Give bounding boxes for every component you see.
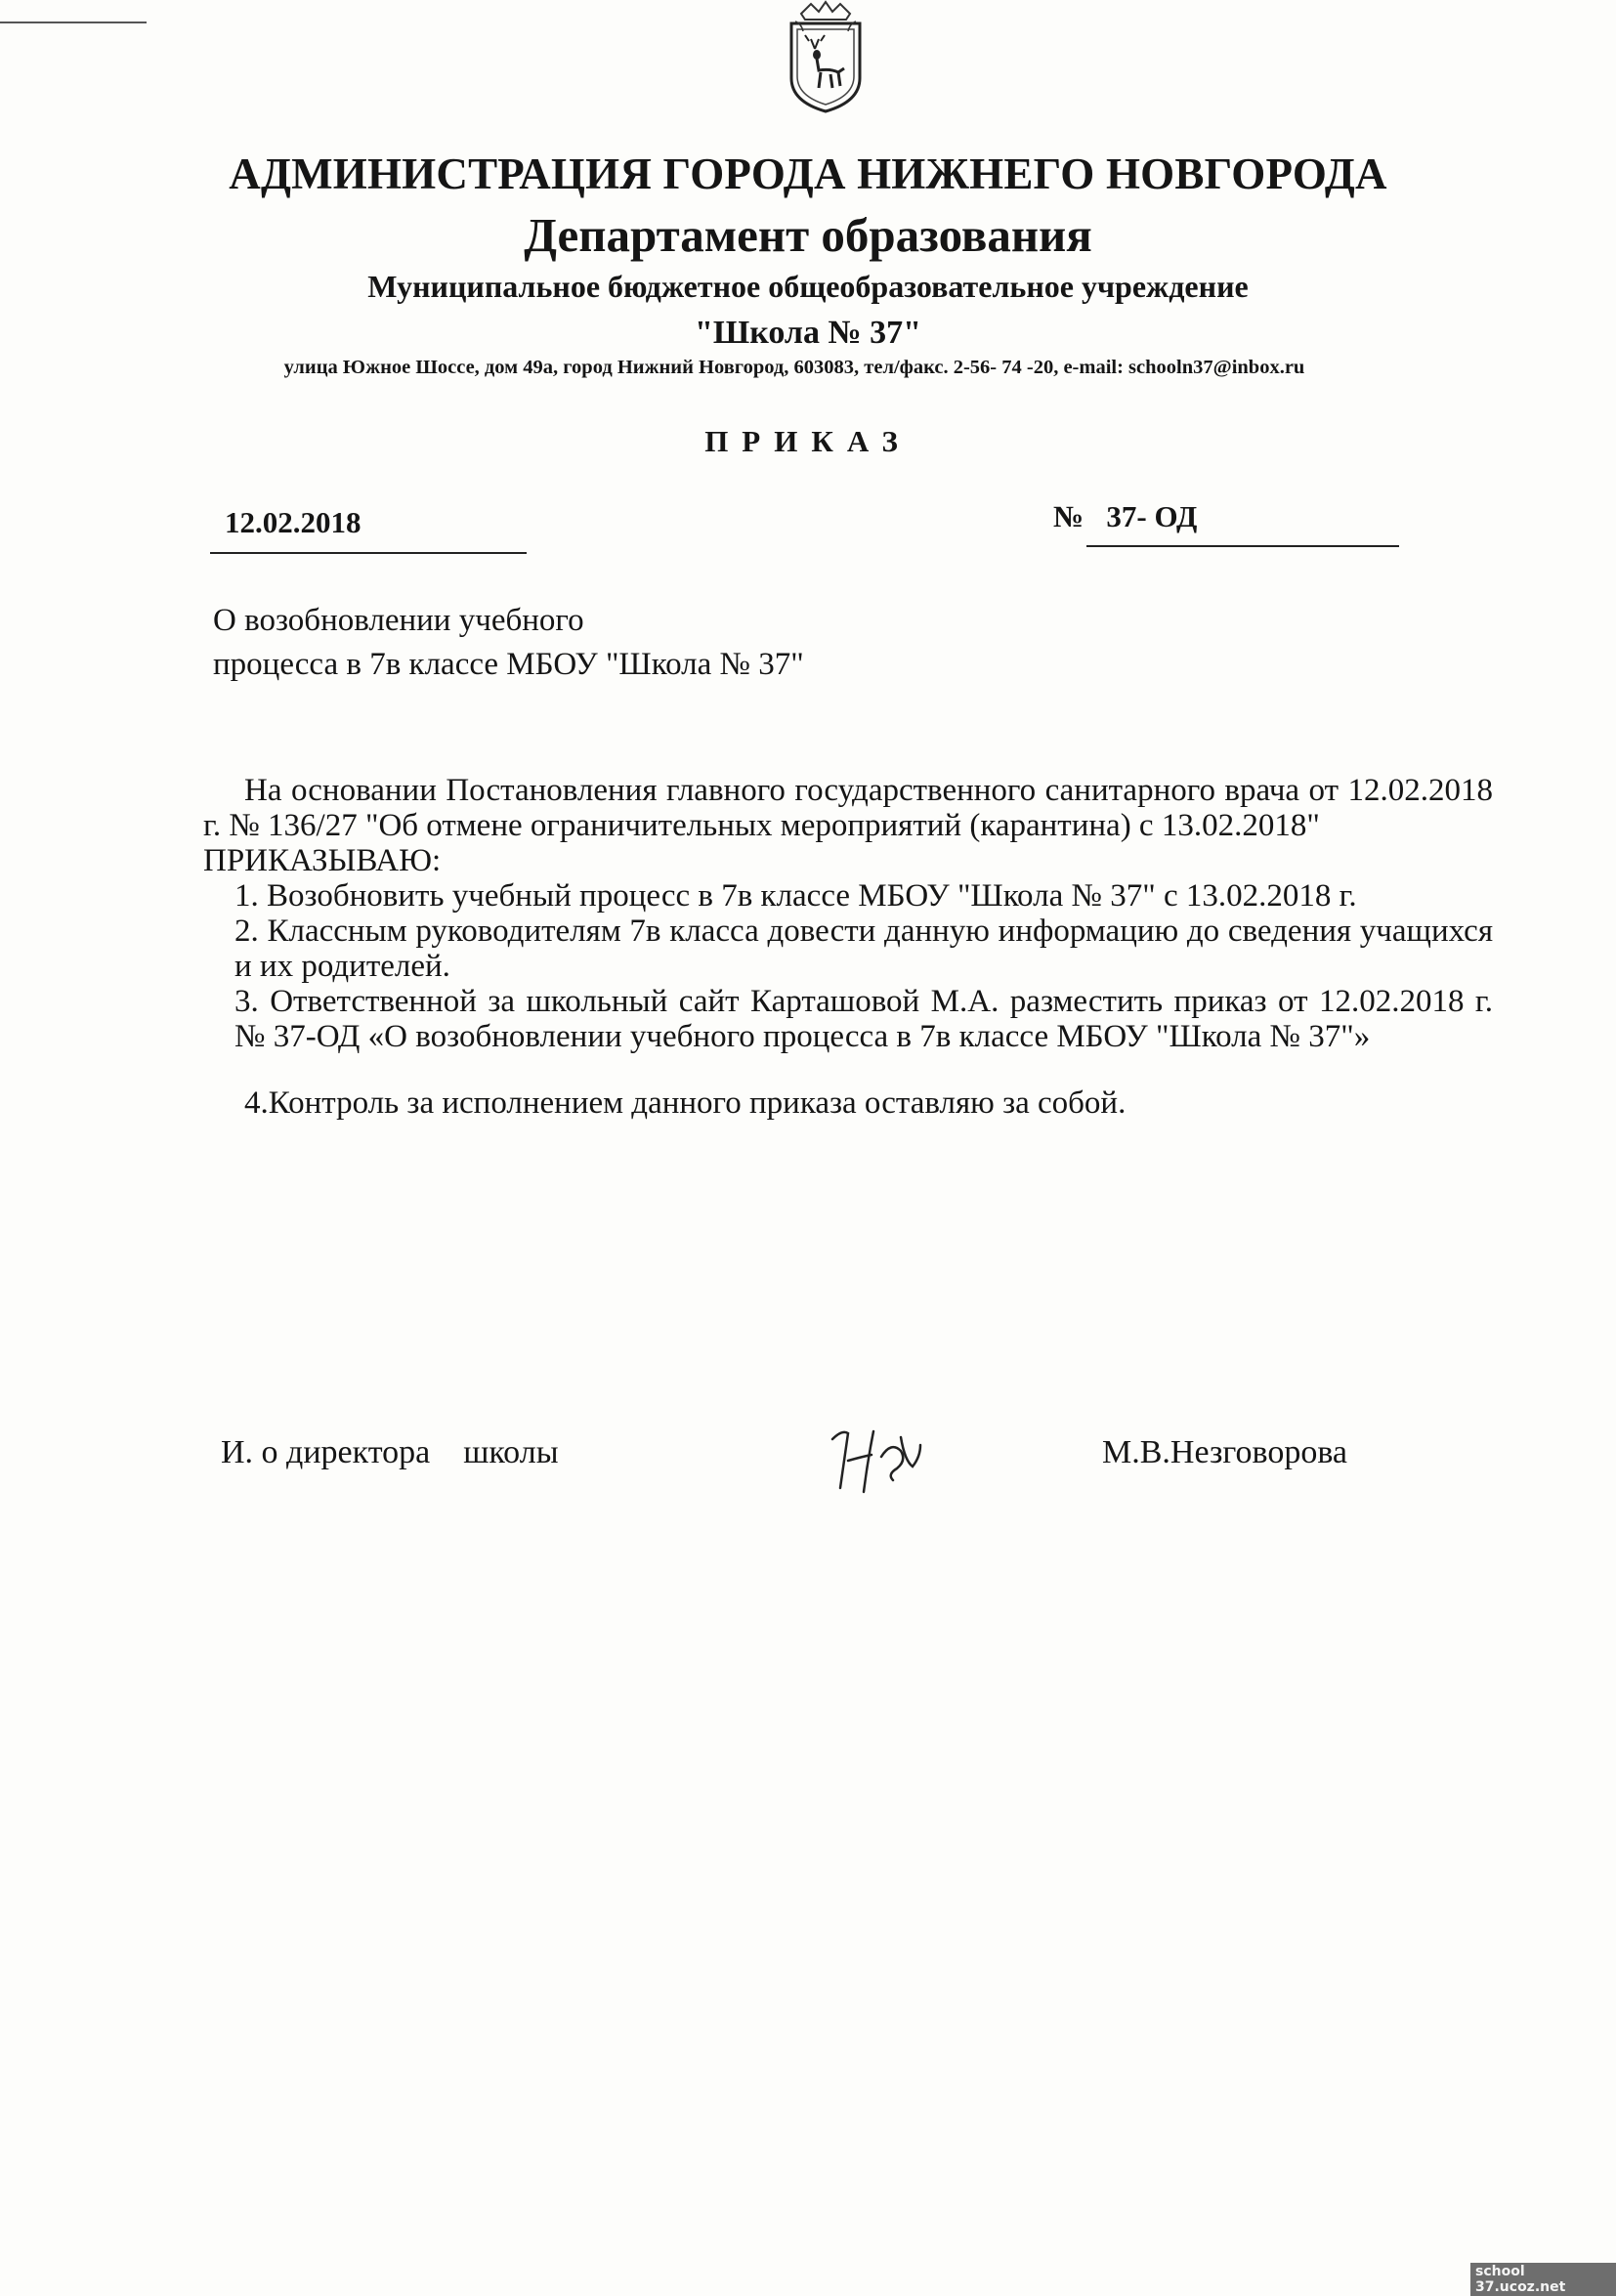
order-number: № 37- ОД (1053, 499, 1198, 533)
order-item-3: 3. Ответственной за школьный сайт Карташовой М.А. разместить приказ от 12.02.2018 г. № 37-ОД «О возобновлении учебного процесса в 7в классе МБОУ "Школа № 37"» (234, 984, 1493, 1054)
subject-line-2: процесса в 7в классе МБОУ "Школа № 37" (213, 647, 804, 682)
order-item-2: 2. Классным руководителям 7в класса довести данную информацию до сведения учащихся и их родителей. (234, 914, 1493, 984)
order-item-4: 4.Контроль за исполнением данного приказа оставляю за собой. (244, 1085, 1127, 1121)
department-heading: Департамент образования (524, 208, 1092, 262)
number-underline (1086, 545, 1399, 547)
subject-line-1: О возобновлении учебного (213, 603, 584, 638)
order-title: ПРИКАЗ (704, 424, 912, 458)
order-preamble: На основании Постановления главного государственного санитарного врача от 12.02.2018 г. № 136/27 "Об отмене ограничительных мероприятий (карантина) с 13.02.2018" (203, 773, 1493, 843)
signatory-name: М.В.Незговорова (1102, 1434, 1348, 1470)
order-body (203, 773, 1493, 1121)
signatory-role: И. о директора школы (221, 1434, 559, 1470)
site-watermark: school 37.ucoz.net (1470, 2263, 1616, 2296)
school-name-heading: "Школа № 37" (694, 315, 922, 351)
scan-edge-line (0, 21, 147, 23)
handwritten-signature (819, 1412, 946, 1500)
order-subject (213, 599, 804, 687)
order-directive: ПРИКАЗЫВАЮ: (203, 843, 442, 878)
administration-heading: АДМИНИСТРАЦИЯ ГОРОДА НИЖНЕГО НОВГОРОДА (229, 149, 1387, 198)
city-coat-of-arms-icon (782, 0, 870, 115)
order-date: 12.02.2018 (225, 505, 361, 539)
order-item-1: 1. Возобновить учебный процесс в 7в классе МБОУ "Школа № 37" с 13.02.2018 г. (234, 878, 1357, 914)
institution-heading: Муниципальное бюджетное общеобразовательное учреждение (367, 269, 1249, 304)
date-underline (210, 552, 527, 554)
school-address: улица Южное Шоссе, дом 49а, город Нижний Новгород, 603083, тел/факс. 2-56- 74 -20, e-mail: schooln37@inbox.ru (283, 357, 1305, 378)
